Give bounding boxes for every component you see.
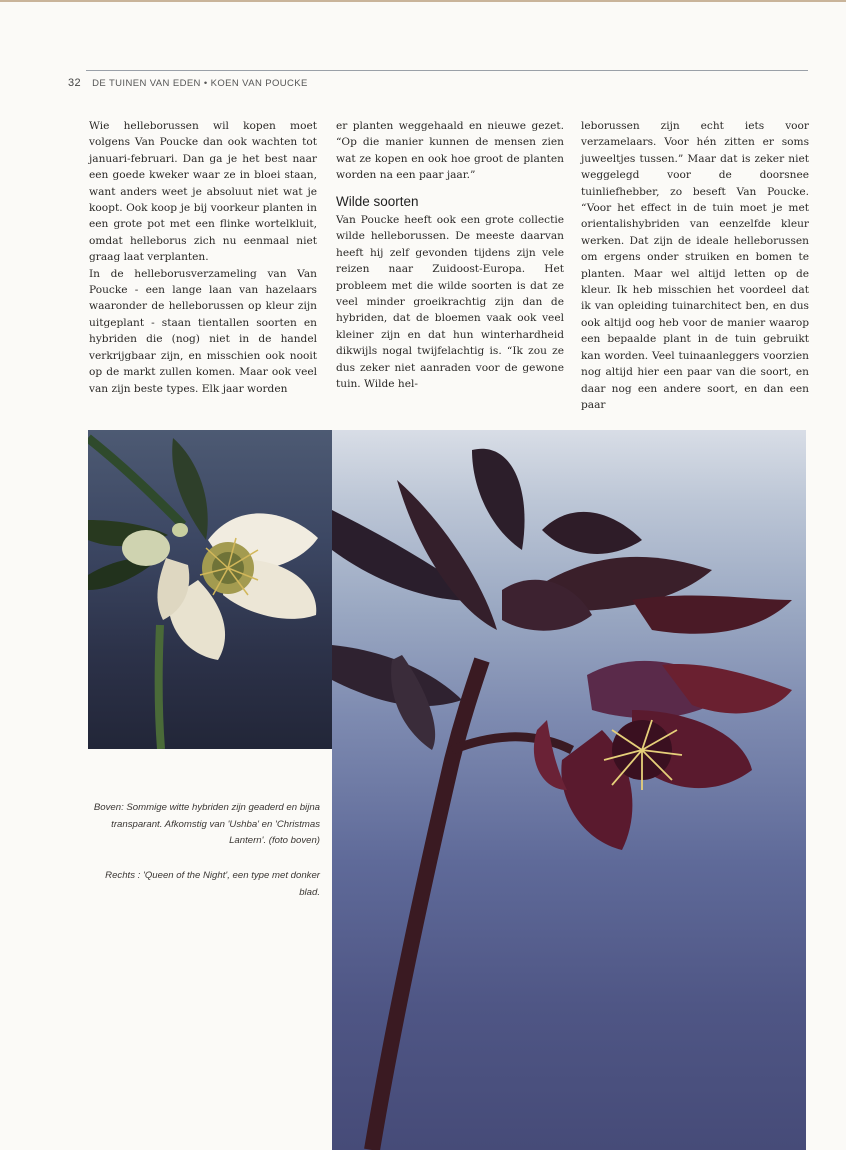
photo-dark-hellebore [332,430,806,1150]
running-title: DE TUINEN VAN EDEN • KOEN VAN POUCKE [92,78,308,89]
photo-caption-bottom: Rechts : 'Queen of the Night', een type met donker blad. [105,870,320,898]
text-column-1 [89,118,317,397]
paragraph: Van Poucke heeft ook een grote collectie wilde helleborussen. De meeste daarvan heeft hij zelf gevonden tijdens zijn vele reizen naar Zuidoost-Europa. Het probleem met die wilde soorten is dat ze veel minder groeikrachtig zijn dan de hybriden, dat de bloemen vaak ook veel kleiner zijn en dat hun winterhardheid dikwijls nogal twijfelachtig is. “Ik zou ze dus zeker niet aanraden voor de gewone tuin. Wilde hel- [336,214,564,391]
photo-white-hellebore [88,430,332,749]
top-edge-line [0,0,846,2]
text-column-3 [581,118,809,413]
photo-caption-top: Boven: Sommige witte hybriden zijn geaderd en bijna transparant. Afkomstig van 'Ushba' en 'Christmas Lantern'. (foto boven) [93,802,320,847]
text-column-2 [336,118,564,393]
page-number: 32 [68,77,82,89]
section-heading: Wilde soorten [336,193,419,209]
paragraph: In de helleborusverzameling van Van Poucke - een lange laan van hazelaars waaronder de helleborussen op kleur zijn uitgeplant - staan tientallen soorten en hybriden die (nog) niet in de handel verkrijgbaar zijn, en misschien ook nooit op de markt zullen komen. Maar ook veel van zijn beste types. Elk jaar worden [89,267,317,395]
paragraph: er planten weggehaald en nieuwe gezet. “Op die manier kunnen de mensen zien wat ze kopen en ook hoe groot de planten worden na een paar jaar.” [336,120,564,182]
paragraph: Wie helleborussen wil kopen moet volgens Van Poucke dan ook wachten tot januari-februari. Dan ga je het best naar een goede kweker waar ze in bloei staan, want anders weet je absoluut niet wat je koopt. Ook koop je bij voorkeur planten in een grote pot met een flinke wortelkluit, omdat helleborus zich nu eenmaal niet graag laat verplanten. [89,120,317,264]
dark-hellebore-illustration [332,430,806,1150]
white-hellebore-illustration [88,430,332,749]
paragraph: leborussen zijn echt iets voor verzamelaars. Voor hén zitten er soms juweeltjes tussen.” Maar dat is zeker niet weggelegd voor de doorsnee tuinliefhebber, zo beseft Van Poucke. “Voor het effect in de tuin moet je met orientalishybriden van eenzelfde kleur werken. Dat zijn de ideale helleborussen om ergens onder struiken en bomen te planten. Maar wel altijd letten op de kleur. Ik heb misschien het voordeel dat ik van opleiding tuinarchitect ben, en dus ook altijd oog heb voor de manier waarop een bepaalde plant in de tuin gebruikt kan worden. Veel tuinaanleggers voorzien nog altijd hier een paar van die soort, en daar nog een andere soort, en dan een paar [581,120,809,411]
running-header [68,77,308,89]
header-rule [86,70,808,71]
